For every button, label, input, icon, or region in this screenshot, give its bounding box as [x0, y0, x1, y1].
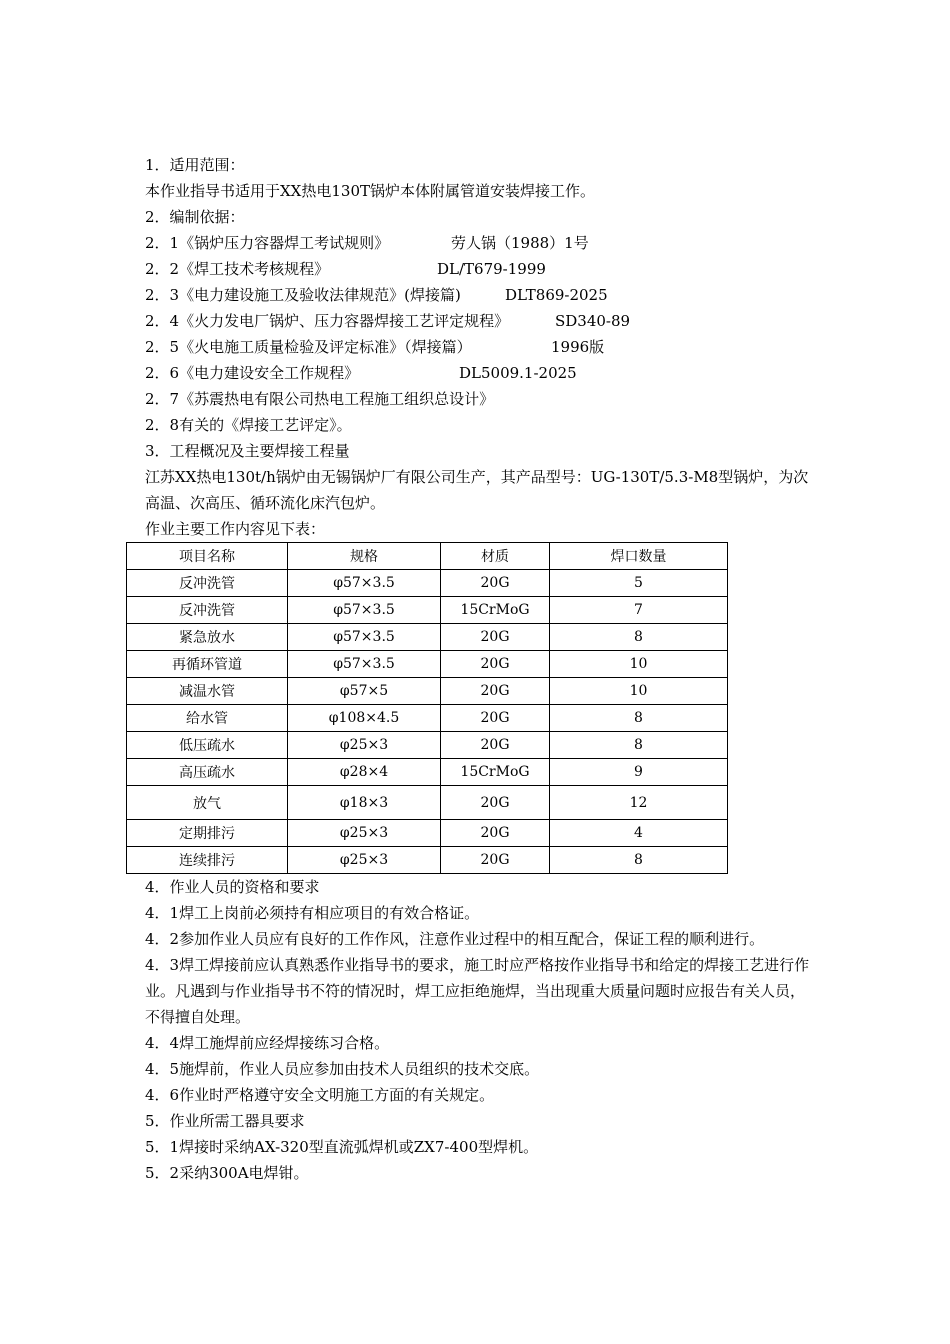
- reference-item: 2．5《火电施工质量检验及评定标准》（焊接篇） 1996版: [145, 338, 605, 356]
- table-header-row: [127, 543, 728, 570]
- welding-workload-table: [126, 542, 728, 874]
- document-page: [145, 152, 810, 1186]
- section-3-title: 3．工程概况及主要焊接工程量: [145, 442, 350, 460]
- header-spec: 规格: [288, 543, 441, 570]
- section-4-item: 4．5施焊前，作业人员应参加由技术人员组织的技术交底。: [145, 1060, 540, 1078]
- reference-item: 2．7《苏震热电有限公司热电工程施工组织总设计》: [145, 390, 495, 408]
- table-row: 高压疏水 φ28×4 15CrMoG 9: [127, 759, 728, 786]
- header-item-name: 项目名称: [127, 543, 288, 570]
- table-row: 紧急放水 φ57×3.5 20G 8: [127, 624, 728, 651]
- section-2-title: 2．编制依据：: [145, 208, 245, 226]
- table-row: 减温水管 φ57×5 20G 10: [127, 678, 728, 705]
- reference-item: 2．4《火力发电厂锅炉、压力容器焊接工艺评定规程》 SD340-89: [145, 312, 631, 330]
- section-4-item: 4．1焊工上岗前必须持有相应项目的有效合格证。: [145, 904, 480, 922]
- table-row: 连续排污 φ25×3 20G 8: [127, 847, 728, 874]
- header-weld-count: 焊口数量: [550, 543, 728, 570]
- table-row: 给水管 φ108×4.5 20G 8: [127, 705, 728, 732]
- section-5-item: 5．1焊接时采纳AX-320型直流弧焊机或ZX7-400型焊机。: [145, 1138, 539, 1156]
- table-row: 反冲洗管 φ57×3.5 20G 5: [127, 570, 728, 597]
- reference-item: 2．2《焊工技术考核规程》 DL/T679-1999: [145, 260, 546, 278]
- section-4-item: 4．2参加作业人员应有良好的工作作风，注意作业过程中的相互配合，保证工程的顺利进行。: [145, 930, 765, 948]
- reference-item: 2．6《电力建设安全工作规程》 DL5009.1-2025: [145, 364, 577, 382]
- section-4-item: 4．3焊工焊接前应认真熟悉作业指导书的要求，施工时应严格按作业指导书和给定的焊接工艺进行作业。凡遇到与作业指导书不符的情况时，焊工应拒绝施焊，当出现重大质量问题时应报告有关人员，不得擅自处理。: [145, 956, 810, 1026]
- section-3-text: 江苏XX热电130t/h锅炉由无锡锅炉厂有限公司生产，其产品型号：UG-130T/5.3-M8型锅炉，为次高温、次高压、循环流化床汽包炉。: [145, 468, 809, 512]
- section-5-title: 5．作业所需工器具要求: [145, 1112, 305, 1130]
- table-row: 反冲洗管 φ57×3.5 15CrMoG 7: [127, 597, 728, 624]
- section-4-item: 4．4焊工施焊前应经焊接练习合格。: [145, 1034, 390, 1052]
- reference-item: 2．1《锅炉压力容器焊工考试规则》 劳人锅（1988）1号: [145, 234, 589, 252]
- table-row: 低压疏水 φ25×3 20G 8: [127, 732, 728, 759]
- section-1-title: 1．适用范围：: [145, 156, 245, 174]
- section-4-item: 4．6作业时严格遵守安全文明施工方面的有关规定。: [145, 1086, 495, 1104]
- table-row: 定期排污 φ25×3 20G 4: [127, 820, 728, 847]
- header-material: 材质: [441, 543, 550, 570]
- table-intro: 作业主要工作内容见下表：: [145, 520, 326, 538]
- table-row: 放气 φ18×3 20G 12: [127, 786, 728, 820]
- section-1-text: 本作业指导书适用于XX热电130T锅炉本体附属管道安装焊接工作。: [145, 182, 595, 200]
- section-5-item: 5．2采纳300A电焊钳。: [145, 1164, 309, 1182]
- table-row: 再循环管道 φ57×3.5 20G 10: [127, 651, 728, 678]
- reference-item: 2．3《电力建设施工及验收法律规范》(焊接篇) DLT869-2025: [145, 286, 608, 304]
- reference-item: 2．8有关的《焊接工艺评定》。: [145, 416, 352, 434]
- section-4-title: 4．作业人员的资格和要求: [145, 878, 320, 896]
